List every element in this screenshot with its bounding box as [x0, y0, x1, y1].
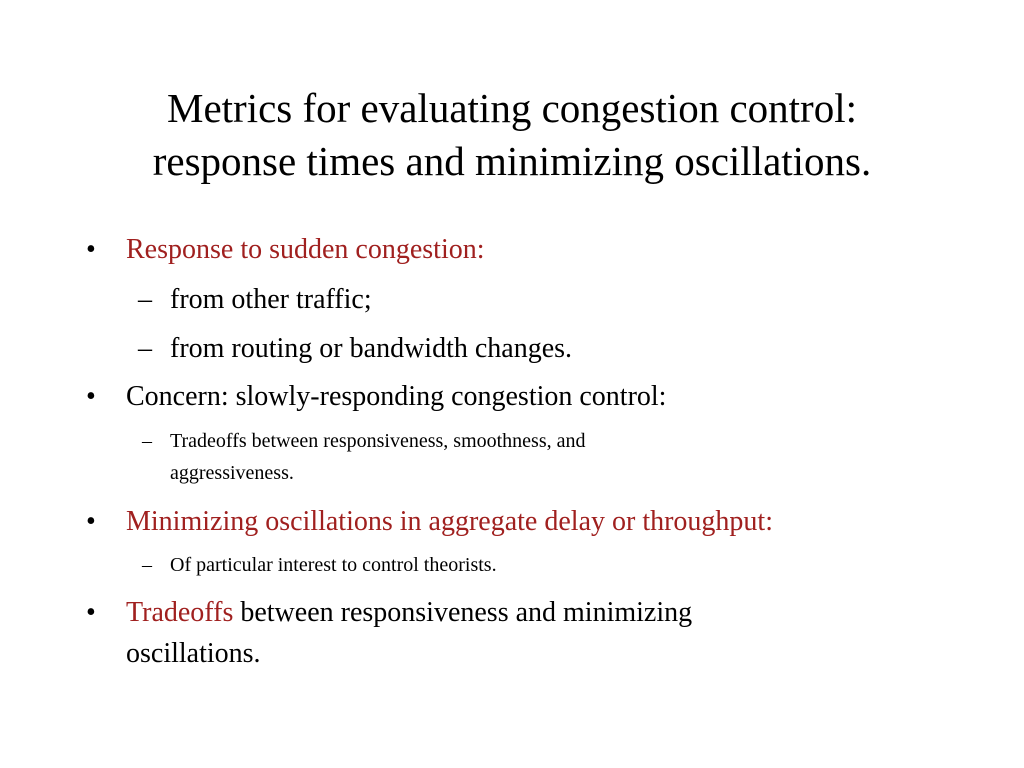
dash-marker: –	[142, 430, 152, 452]
title-line-1: Metrics for evaluating congestion control:	[167, 85, 857, 131]
bullet-2-text: Concern: slowly-responding congestion control:	[126, 381, 667, 412]
bullet-3-text: Minimizing oscillations in aggregate delay or throughput:	[126, 506, 773, 537]
bullet-marker: •	[86, 506, 96, 537]
bullet-2-sub-1: Tradeoffs between responsiveness, smoothness, and	[170, 430, 586, 452]
bullet-1-sub-2: from routing or bandwidth changes.	[170, 333, 573, 364]
bullet-marker: •	[86, 381, 96, 412]
dash-marker: –	[142, 554, 152, 576]
dash-marker: –	[138, 284, 152, 315]
bullet-4-text	[126, 596, 692, 630]
bullet-3-sub-1: Of particular interest to control theorists.	[170, 554, 497, 576]
bullet-marker: •	[86, 234, 96, 265]
bullet-marker: •	[86, 597, 96, 628]
bullet-2-sub-2: aggressiveness.	[170, 462, 294, 484]
bullet-1-sub-1: from other traffic;	[170, 284, 372, 315]
bullet-1-text: Response to sudden congestion:	[126, 234, 485, 265]
bullet-4-text-line-2: oscillations.	[126, 638, 261, 669]
title-line-2: response times and minimizing oscillations.	[152, 138, 872, 184]
dash-marker: –	[138, 333, 152, 364]
bullet-4-rest: between responsiveness and minimizing	[233, 597, 693, 628]
bullet-4-highlight: Tradeoffs	[126, 597, 234, 628]
